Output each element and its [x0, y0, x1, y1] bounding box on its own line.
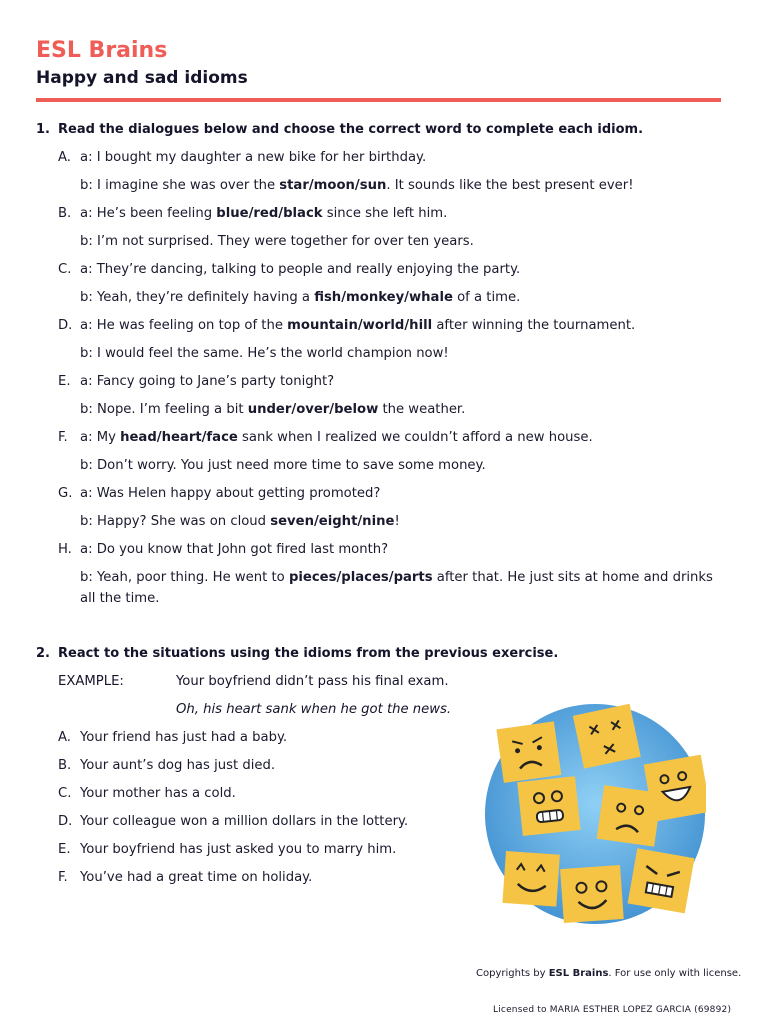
dialogue-pre: b: Don’t worry. You just need more time to save some money.: [80, 458, 486, 473]
dialogue-pre: a: I bought my daughter a new bike for her birthday.: [80, 150, 427, 165]
dialogue-line-a: [80, 259, 520, 280]
exercise1-item-letter: H.: [58, 542, 72, 557]
angry-face-note: [628, 848, 695, 913]
dialogue-pre: a: Do you know that John got fired last month?: [80, 542, 389, 557]
dialogue-line-b: [80, 399, 465, 420]
dialogue-line-a: [80, 315, 635, 336]
dialogue-post: after winning the tournament.: [432, 318, 636, 333]
situation-text: Your friend has just had a baby.: [80, 730, 288, 745]
dialogue-pre: b: Nope. I’m feeling a bit: [80, 402, 248, 417]
dialogue-pre: a: My: [80, 430, 121, 445]
exercise1-item-letter: D.: [58, 318, 73, 333]
sad-face-note: [496, 721, 561, 783]
example-answer: Oh, his heart sank when he got the news.: [176, 702, 452, 717]
happy-face-note: [644, 755, 706, 822]
exercise1-item-letter: C.: [58, 262, 72, 277]
dialogue-pre: a: Was Helen happy about getting promoted?: [80, 486, 381, 501]
situation-text: Your mother has a cold.: [80, 786, 236, 801]
situation-text: Your aunt’s dog has just died.: [80, 758, 276, 773]
exercise1-item-letter: G.: [58, 486, 73, 501]
dialogue-pre: b: I’m not surprised. They were together for over ten years.: [80, 234, 474, 249]
dialogue-line-b: [80, 511, 400, 532]
example-text: Your boyfriend didn’t pass his final exam.: [176, 674, 449, 689]
content-face-note: [502, 851, 559, 907]
exercise1-instruction: [36, 122, 643, 137]
exercise1-item-letter: A.: [58, 150, 71, 165]
dialogue-pre: b: Happy? She was on cloud: [80, 514, 271, 529]
exercise1-number: 1.: [36, 122, 50, 137]
exercise2-item-letter: F.: [58, 870, 68, 885]
dialogue-line-b: [80, 287, 520, 308]
dialogue-bold: pieces/places/parts: [288, 570, 433, 585]
dialogue-pre: b: Yeah, they’re definitely having a: [80, 290, 315, 305]
dialogue-post: of a time.: [452, 290, 521, 305]
copyright-notice: [476, 968, 741, 979]
dialogue-pre: b: I would feel the same. He’s the world champion now!: [80, 346, 449, 361]
license-notice: Licensed to MARIA ESTHER LOPEZ GARCIA (69892): [493, 1005, 732, 1015]
exercise2-item-letter: C.: [58, 786, 72, 801]
dialogue-pre: b: I imagine she was over the: [80, 178, 280, 193]
dialogue-bold: blue/red/black: [216, 206, 323, 221]
dialogue-pre: b: Yeah, poor thing. He went to: [80, 570, 289, 585]
dialogue-bold: star/moon/sun: [279, 178, 387, 193]
exercise2-instruction: [36, 646, 558, 661]
dialogue-line-a: [80, 147, 426, 168]
dialogue-bold: seven/eight/nine: [270, 514, 395, 529]
dialogue-pre: a: Fancy going to Jane’s party tonight?: [80, 374, 335, 389]
exercise2-item-letter: A.: [58, 730, 71, 745]
exercise2-number: 2.: [36, 646, 50, 661]
situation-text: Your boyfriend has just asked you to marry him.: [80, 842, 397, 857]
dialogue-bold: under/over/below: [247, 402, 379, 417]
page-title: Happy and sad idioms: [36, 68, 248, 88]
dialogue-post: since she left him.: [322, 206, 448, 221]
dialogue-line-b: [80, 231, 474, 252]
dialogue-post: after that. He just sits at home and drinks all the time.: [80, 570, 713, 606]
situation-text: Your colleague won a million dollars in the lottery.: [80, 814, 409, 829]
brand-title: ESL Brains: [36, 38, 168, 63]
dialogue-line-a: [80, 203, 447, 224]
copyright-brand: ESL Brains: [548, 968, 609, 979]
dialogue-post: sank when I realized we couldn’t afford a new house.: [237, 430, 593, 445]
dialogue-pre: a: He was feeling on top of the: [80, 318, 288, 333]
dialogue-line-a: [80, 483, 380, 504]
exercise2-item-letter: B.: [58, 758, 72, 773]
dialogue-post: the weather.: [378, 402, 466, 417]
dialogue-line-b: [80, 343, 449, 364]
situation-text: You’ve had a great time on holiday.: [80, 870, 313, 885]
exercise1-item-letter: E.: [58, 374, 71, 389]
exercise2-item-letter: E.: [58, 842, 71, 857]
dialogue-bold: fish/monkey/whale: [314, 290, 453, 305]
exercise1-item-letter: F.: [58, 430, 68, 445]
dialogue-line-a: [80, 539, 388, 560]
dialogue-bold: head/heart/face: [120, 430, 238, 445]
smiling-face-note: [560, 865, 624, 923]
sticky-notes-illustration: [484, 703, 706, 925]
copyright-post: . For use only with license.: [608, 968, 742, 979]
dialogue-line-b: [80, 455, 486, 476]
dialogue-pre: a: They’re dancing, talking to people and really enjoying the party.: [80, 262, 521, 277]
dialogue-line-a: [80, 427, 593, 448]
copyright-pre: Copyrights by: [476, 968, 549, 979]
exercise1-instruction-text: Read the dialogues below and choose the correct word to complete each idiom.: [58, 122, 644, 137]
dialogue-line-b: [80, 567, 720, 609]
header-divider: [36, 98, 721, 102]
dialogue-post: !: [394, 514, 400, 529]
dialogue-bold: mountain/world/hill: [287, 318, 433, 333]
exercise2-item-letter: D.: [58, 814, 73, 829]
exercise1-item-letter: B.: [58, 206, 72, 221]
grin-face-note: [517, 776, 580, 836]
dialogue-line-a: [80, 371, 334, 392]
dialogue-post: . It sounds like the best present ever!: [386, 178, 634, 193]
dialogue-pre: a: He’s been feeling: [80, 206, 217, 221]
dialogue-line-b: [80, 175, 634, 196]
exercise2-instruction-text: React to the situations using the idioms from the previous exercise.: [58, 646, 559, 661]
example-label: EXAMPLE:: [58, 674, 124, 689]
